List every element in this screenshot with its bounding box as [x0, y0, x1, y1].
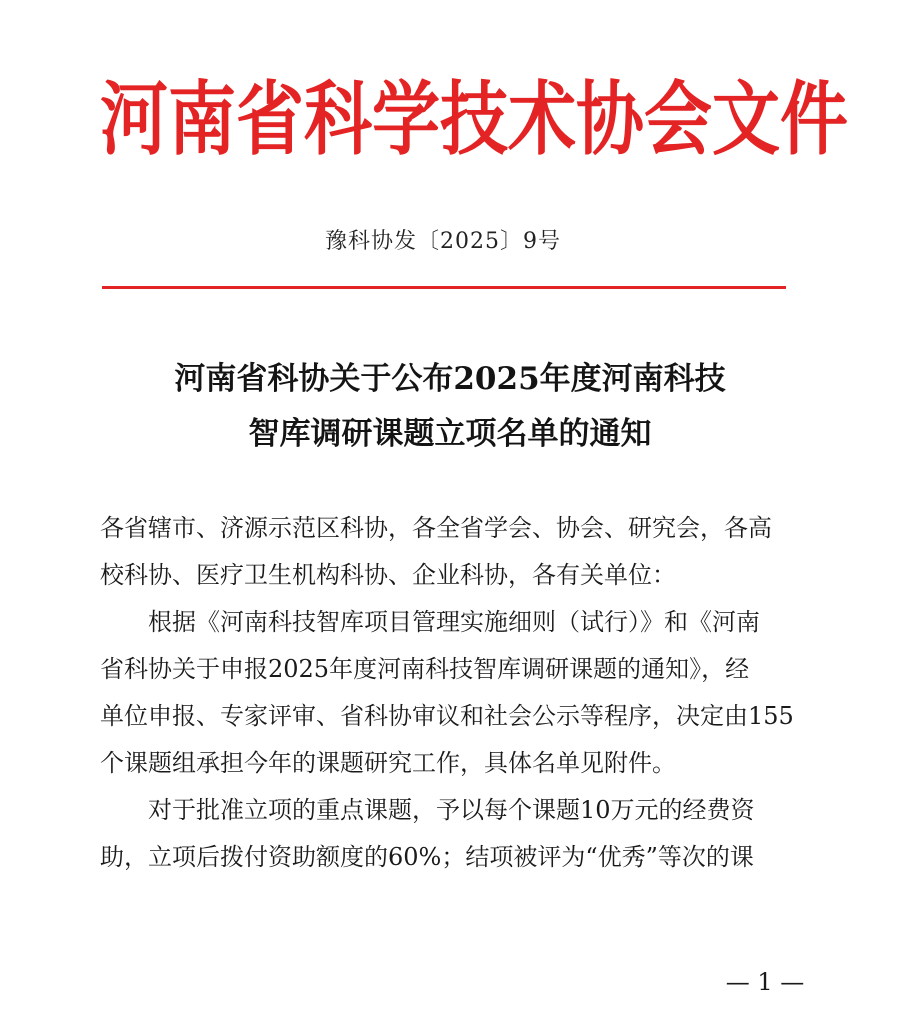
- page-number: — 1 —: [725, 968, 805, 996]
- addressee-line-1: 各省辖市、济源示范区科协，各全省学会、协会、研究会，各高: [100, 514, 772, 542]
- title-line-2: 智库调研课题立项名单的通知: [248, 416, 652, 452]
- issuer-header: 河南省科学技术协会文件: [100, 73, 849, 168]
- paragraph-1-line-1: 根据《河南科技智库项目管理实施细则（试行）》和《河南: [148, 608, 760, 636]
- paragraph-1-line-2: 省科协关于申报2025年度河南科技智库调研课题的通知》，经: [100, 655, 750, 683]
- notice-body: [100, 505, 800, 881]
- paragraph-2-line-1: 对于批准立项的重点课题，予以每个课题10万元的经费资: [148, 796, 755, 824]
- red-divider-rule: [102, 286, 786, 289]
- notice-title: [100, 352, 800, 462]
- paragraph-1-line-3: 单位申报、专家评审、省科协审议和社会公示等程序，决定由155: [100, 702, 794, 730]
- paragraph-2-line-2: 助，立项后拨付资助额度的60%；结项被评为“优秀”等次的课: [100, 843, 754, 871]
- paragraph-1-line-4: 个课题组承担今年的课题研究工作，具体名单见附件。: [100, 749, 676, 777]
- document-number: 豫科协发〔2025〕9号: [325, 229, 561, 254]
- addressee-line-2: 校科协、医疗卫生机构科协、企业科协，各有关单位：: [100, 561, 676, 589]
- title-line-1: 河南省科协关于公布2025年度河南科技: [174, 361, 726, 397]
